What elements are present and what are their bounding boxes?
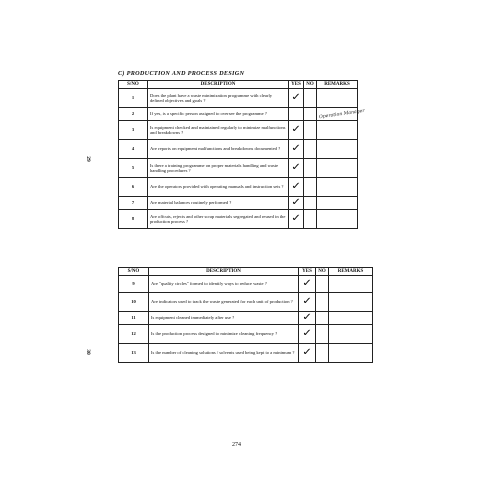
row-remarks: [329, 276, 373, 293]
row-sno: 1: [119, 89, 148, 108]
row-remarks: [317, 210, 358, 229]
page-number: 274: [232, 442, 241, 448]
row-yes-tick: [299, 344, 316, 363]
row-no: [304, 89, 317, 108]
header-description: DESCRIPTION: [149, 268, 299, 276]
header-sno: S/NO: [119, 81, 148, 89]
row-remarks: [317, 197, 358, 210]
row-yes-tick: [289, 89, 304, 108]
header-remarks: REMARKS: [317, 81, 358, 89]
row-description: Are material balances routinely performed ?: [148, 197, 289, 210]
row-remarks: [317, 140, 358, 159]
table-header-row: [119, 81, 358, 89]
row-description: Does the plant have a waste minimization programme with clearly defined objectives and goals ?: [148, 89, 289, 108]
row-sno: 6: [119, 178, 148, 197]
row-yes-tick: [289, 159, 304, 178]
table-1-body: [119, 89, 365, 229]
row-sno: 2: [119, 108, 148, 121]
row-sno: 7: [119, 197, 148, 210]
checklist-table-1: [118, 80, 365, 229]
checkmark-icon: ✓: [301, 328, 313, 339]
table-2-body: [119, 276, 373, 363]
row-yes-tick: [289, 197, 304, 210]
row-no: [304, 159, 317, 178]
row-description: Is there a training programme on proper materials handling and waste handling procedures ?: [148, 159, 289, 178]
row-no: [304, 108, 317, 121]
row-yes-tick: [299, 293, 316, 312]
header-remarks: REMARKS: [329, 268, 373, 276]
checkmark-icon: ✓: [290, 124, 302, 135]
row-no: [316, 325, 329, 344]
row-sno: 13: [119, 344, 149, 363]
row-sno: 5: [119, 159, 148, 178]
side-page-number: 29: [84, 156, 91, 162]
header-no: NO: [316, 268, 329, 276]
row-no: [304, 210, 317, 229]
row-description: Is equipment checked and maintained regularly to minimize malfunctions and breakdowns ?: [148, 121, 289, 140]
table-row: [119, 108, 358, 121]
row-remarks: [317, 178, 358, 197]
table-row: [119, 178, 358, 197]
table-row: [119, 210, 358, 229]
row-remarks: [329, 312, 373, 325]
handwritten-remark: Operation Manager: [318, 108, 365, 120]
checkmark-icon: ✓: [301, 347, 313, 358]
row-sno: 3: [119, 121, 148, 140]
row-remarks: [329, 293, 373, 312]
header-yes: YES: [299, 268, 316, 276]
row-description: Are "quality circles" formed to identify ways to reduce waste ?: [149, 276, 299, 293]
row-description: Is the production process designed to minimize cleaning frequency ?: [149, 325, 299, 344]
row-sno: 12: [119, 325, 149, 344]
header-yes: YES: [289, 81, 304, 89]
row-no: [304, 197, 317, 210]
row-remarks: [317, 159, 358, 178]
row-yes-tick: [289, 108, 304, 121]
checkmark-icon: ✓: [290, 143, 302, 154]
row-remarks: [317, 89, 358, 108]
table-row: [119, 140, 358, 159]
row-yes-tick: [299, 325, 316, 344]
row-remarks: [329, 344, 373, 363]
row-description: Are the operators provided with operating manuals and instruction sets ?: [148, 178, 289, 197]
table-row: [119, 293, 373, 312]
table-header-row: [119, 268, 373, 276]
row-no: [304, 178, 317, 197]
row-no: [316, 344, 329, 363]
table-row: [119, 121, 358, 140]
table-row: [119, 89, 358, 108]
row-sno: 9: [119, 276, 149, 293]
row-remarks: [317, 108, 365, 121]
row-no: [304, 121, 317, 140]
row-sno: 8: [119, 210, 148, 229]
row-sno: 4: [119, 140, 148, 159]
row-description: If yes, is a specific person assigned to oversee the programme ?: [148, 108, 289, 121]
table-row: [119, 344, 373, 363]
row-yes-tick: [299, 312, 316, 325]
row-description: Are indicators used to track the waste generated for each unit of production ?: [149, 293, 299, 312]
table-row: [119, 276, 373, 293]
row-no: [316, 276, 329, 293]
checkmark-icon: ✓: [301, 296, 313, 307]
table-row: [119, 325, 373, 344]
row-remarks: [329, 325, 373, 344]
row-yes-tick: [299, 276, 316, 293]
row-yes-tick: [289, 178, 304, 197]
row-sno: 10: [119, 293, 149, 312]
checklist-table-2: [118, 267, 373, 363]
checkmark-icon: ✓: [290, 181, 302, 192]
row-yes-tick: [289, 210, 304, 229]
checkmark-icon: ✓: [301, 312, 313, 323]
row-description: Is equipment cleaned immediately after use ?: [149, 312, 299, 325]
row-yes-tick: [289, 140, 304, 159]
row-no: [304, 140, 317, 159]
table-row: [119, 197, 358, 210]
header-sno: S/NO: [119, 268, 149, 276]
row-no: [316, 293, 329, 312]
checkmark-icon: ✓: [290, 162, 302, 173]
header-description: DESCRIPTION: [148, 81, 289, 89]
row-description: Is the number of cleaning solutions / solvents used being kept to a minimum ?: [149, 344, 299, 363]
checkmark-icon: ✓: [290, 197, 302, 208]
section-title: C) PRODUCTION AND PROCESS DESIGN: [118, 70, 245, 77]
table-row: [119, 312, 373, 325]
row-sno: 11: [119, 312, 149, 325]
checkmark-icon: ✓: [301, 278, 313, 289]
table-row: [119, 159, 358, 178]
row-remarks: [317, 121, 358, 140]
row-yes-tick: [289, 121, 304, 140]
header-no: NO: [304, 81, 317, 89]
row-description: Are offcuts, rejects and other scrap materials segregated and reused in the production process ?: [148, 210, 289, 229]
row-description: Are reports on equipment malfunctions and breakdowns documented ?: [148, 140, 289, 159]
side-page-number: 30: [84, 349, 91, 355]
checkmark-icon: ✓: [290, 92, 302, 103]
row-no: [316, 312, 329, 325]
checkmark-icon: ✓: [290, 213, 302, 224]
